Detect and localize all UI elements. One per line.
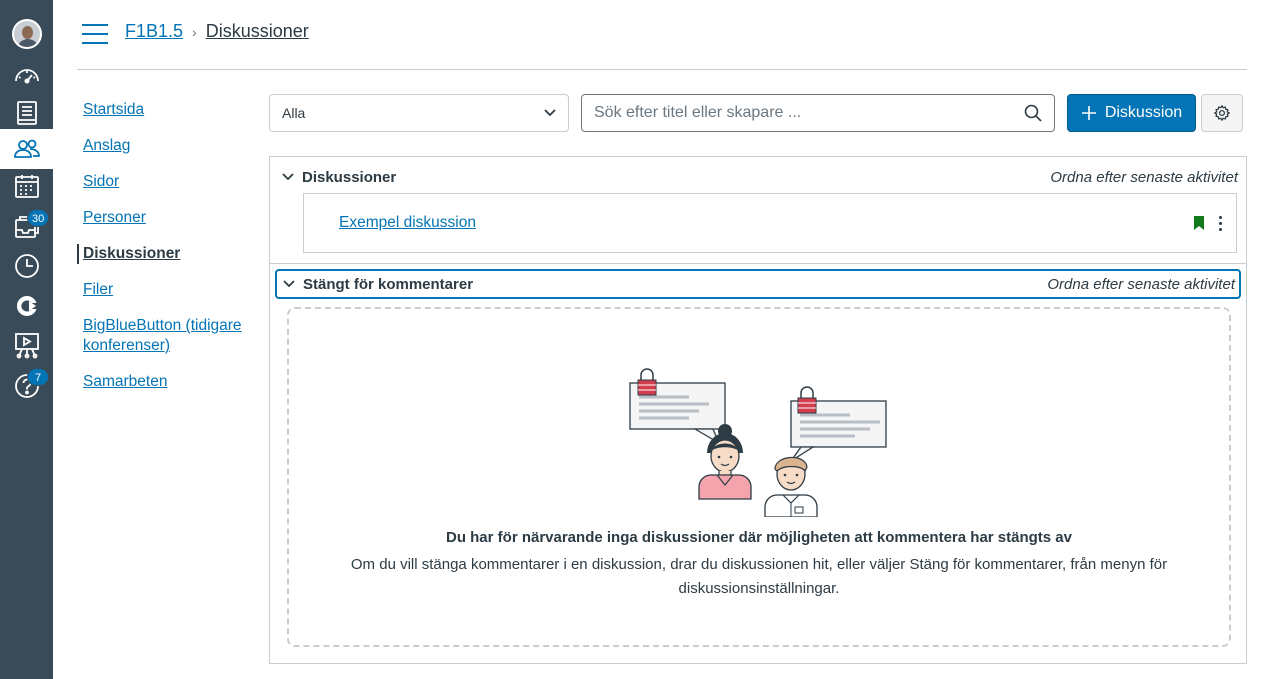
chevron-down-icon	[544, 109, 556, 117]
discussion-title-link[interactable]: Exempel diskussion	[339, 214, 476, 231]
discussion-row[interactable]	[303, 193, 1237, 253]
section-title: Stängt för kommentarer	[303, 275, 474, 293]
history-icon[interactable]	[0, 246, 53, 286]
dashboard-icon[interactable]	[0, 56, 53, 96]
chevron-down-icon	[279, 173, 297, 181]
courses-icon[interactable]	[0, 93, 53, 133]
section-header-closed[interactable]	[275, 269, 1241, 299]
hamburger-menu-icon[interactable]	[82, 24, 108, 46]
add-discussion-button[interactable]	[1067, 94, 1196, 132]
course-nav	[77, 100, 257, 408]
gear-icon	[1213, 104, 1231, 122]
section-order-label: Ordna efter senaste aktivitet	[1047, 275, 1235, 293]
breadcrumb-current: Diskussioner	[205, 21, 309, 41]
inbox-icon[interactable]	[0, 206, 53, 246]
discussions-panel	[269, 156, 1247, 664]
closed-discussions-illustration	[629, 367, 891, 517]
empty-state-title: Du har för närvarande inga diskussioner där möjligheten att kommentera har stängts av	[445, 529, 1072, 546]
settings-button[interactable]	[1201, 94, 1243, 132]
course-nav-home[interactable]: Startsida	[83, 101, 145, 118]
filter-select-value: Alla	[282, 105, 306, 121]
chevron-right-icon: ›	[192, 23, 197, 40]
chevron-down-icon	[280, 280, 298, 288]
course-nav-announcements[interactable]: Anslag	[83, 137, 131, 154]
help-icon[interactable]	[0, 366, 53, 406]
studio-icon[interactable]	[0, 325, 53, 365]
groups-icon[interactable]	[0, 129, 53, 169]
avatar	[12, 19, 42, 49]
section-header-discussions[interactable]	[276, 162, 1242, 192]
course-nav-collaborations[interactable]: Samarbeten	[83, 373, 168, 390]
global-nav	[0, 0, 53, 679]
inbox-badge: 30	[27, 209, 49, 227]
breadcrumb-course-link[interactable]: F1B1.5	[125, 21, 184, 41]
filter-select[interactable]	[269, 94, 569, 132]
search-input[interactable]	[581, 94, 1055, 132]
bookmark-icon[interactable]	[1193, 215, 1205, 231]
empty-state-description: Om du vill stänga kommentarer i en diskussion, drar du diskussionen hit, eller väljer Stäng för kommentarer, från menyn för diskussionsinställningar.	[350, 556, 1168, 597]
course-nav-discussions[interactable]: Diskussioner	[77, 244, 257, 264]
plus-icon	[1081, 105, 1097, 121]
breadcrumb	[125, 21, 309, 42]
add-discussion-label: Diskussion	[1104, 104, 1183, 121]
help-badge: 7	[27, 368, 49, 386]
course-nav-people[interactable]: Personer	[83, 209, 146, 226]
course-nav-files[interactable]: Filer	[83, 281, 114, 298]
commons-icon[interactable]	[0, 286, 53, 326]
course-nav-pages[interactable]: Sidor	[83, 173, 120, 190]
search-icon	[1024, 104, 1042, 122]
page-header	[77, 0, 1247, 70]
section-title: Diskussioner	[302, 168, 397, 186]
section-order-label: Ordna efter senaste aktivitet	[1050, 168, 1238, 186]
search-placeholder: Sök efter titel eller skapare ...	[594, 104, 802, 121]
more-options-icon[interactable]	[1219, 216, 1222, 231]
course-nav-bigbluebutton[interactable]: BigBlueButton (tidigare konferenser)	[83, 317, 242, 354]
account-avatar[interactable]	[0, 14, 53, 54]
section-divider	[270, 263, 1246, 264]
calendar-icon[interactable]	[0, 166, 53, 206]
empty-dropzone[interactable]	[287, 307, 1231, 647]
